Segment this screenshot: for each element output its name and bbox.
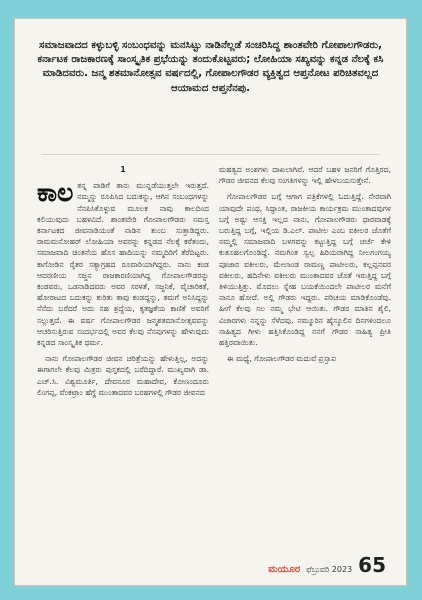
left-column [37,164,209,403]
dropcap: ಕಾಲ [37,178,74,208]
divider [41,154,380,155]
paragraph: ನಾನು ಗೋಪಾಲಗೌಡರ ಜೀವನ ಚರಿತ್ರೆಯನ್ನು ಹೇಳುತ್ತಿಲ್ಲ, ಅದನ್ನು ಈಗಾಗಲೇ ಕೆಲವು ಮಿತ್ರರು ಪುಸ್ತಕದಲ್ಲಿ ಬರೆದಿದ್ದಾರೆ. ಮುಖ್ಯವಾಗಿ ಡಾ. ಎಚ್.ಸಿ. ವಿಶ್ವಮೂರ್ತಿ, ದೇವನೂರ ಮಹಾದೇವ, ಕೋಣಂದೂರು ಲಿಂಗಪ್ಪ, ವೆಂಕಟ್ರಾಂ ಹೆಗ್ಡೆ ಮುಂತಾದವರ ಬರಹಗಳಲ್ಲಿ ಗೌಡರ ಜೀವನದ [37,354,209,397]
paragraph: ಈ ಮಧ್ಯೆ, ಗೋಪಾಲಗೌಡರ ಮದುವೆ ಪ್ರಸ್ತಾಪ [227,354,336,364]
paragraph-text: ತನ್ನ ಪಾಡಿಗೆ ತಾನು ಮುನ್ನಡೆಯುತ್ತಲೇ ಇರುತ್ತದೆ. ನಮ್ಮನ್ನು ರೂಪಿಸಿದ ಬದುಕನ್ನು, ಆಗಿನ ಸಂಬಂಧಗಳನ್ನು ನೆನಪಿಸಿಕೊಳ್ಳುವ ಮೂಲಕ ನಾವು ಕಾಲದಿಂದ ಕಲಿಯುವುದು ಬಹಳವಿದೆ. ಶಾಂತವೇರಿ ಗೋಪಾಲಗೌಡರು ಸಮಸ್ತ ಕರ್ನಾಟಕದ ಜೀವನಾಡಿಯಂತೆ ನಾಡಿನ ತುಂಬ ಸುತ್ತಾಡಿದ್ದರು. ರಾಮಮನೋಹರ್ ಲೋಹಿಯಾ ಅವರನ್ನು ಕನ್ನಡದ ನೆಲಕ್ಕೆ ಕರೆತಂದು, ಸಮಾಜವಾದಿ ಚಿಂತನೆಯ ಹೊಸ ಹಾದಿಯನ್ನು ನಮ್ಮದಿರಿಗೆ ತೆರೆದಿಟ್ಟರು. ಕಾಗೋಡಿನ ರೈತರ ಸತ್ಯಾಗ್ರಹದ ರೂವಾರಿಯಾಗಿದ್ದರು. ನಾನು ಕಂಡ ಆದರಣೀಯ ಸಜ್ಜನ ರಾಜಕಾರಣಿಯಾಗಿದ್ದ ಗೋಪಾಲಗೌಡರನ್ನು ಕಂಡವರು, ಒಡನಾಡಿದವರು ಅವರ ಸರಳತೆ, ಸಜ್ಜನಿಕೆ, ವೈಚಾರಿಕತೆ, ಹೋರಾಟದ ಬದುಕನ್ನು ಕುರಿತು ತಾವು ಕಂಡದ್ದನ್ನು, ತಮಗೆ ಅನಿಸಿದ್ದನ್ನು ನೆನೆದು ಬರೆದರೆ ಅದು ಸಹ ಶ್ರದ್ಧೆಯ, ಕೃತಜ್ಞತೆಯ ಕಾಣಿಕೆ ಅವರಿಗೆ ಸಲ್ಲುತ್ತದೆ. ಈ ವರ್ಷ ಗೋಪಾಲಗೌಡರ ಜನ್ಮಶತಮಾನೋತ್ಸವವನ್ನು ಆಚರಿಸುತ್ತಿರುವ ಸಂದರ್ಭದಲ್ಲಿ ಅವರ ಕೆಲವು ನೆನಪುಗಳನ್ನು ಹೇಳುವುದು ಕನ್ನಡದ ಸಾಂಸ್ಕೃತಿಕ ಧರ್ಮ. [37,181,209,348]
page-frame [14,18,407,586]
issue-date: ಫೆಬ್ರುವರಿ 2023 [306,565,353,574]
section-number: 1 [120,165,126,174]
page-number: 65 [358,553,386,577]
paragraph [37,180,209,348]
intro-summary: ಸಮಾಜವಾದದ ಕಳ್ಳುಬಳ್ಳಿ ಸಂಬಂಧವನ್ನು ಮನಸಿಟ್ಟು ನಾಡಿನೆಲ್ಲಡೆ ಸಂಚರಿಸಿದ್ದ ಶಾಂತವೇರಿ ಗೋಪಾಲಗೌಡರು, ಕರ್ನಾಟಕ ರಾಜಕಾರಣಕ್ಕೆ ಸಾಂಸ್ಕೃತಿಕ ಪ್ರಭೆಯನ್ನು ತಂದುಕೊಟ್ಟವರು; ಲೋಹಿಯಾ ಸಖ್ಯವನ್ನು ಕನ್ನಡ ನೆಲಕ್ಕೆ ಕಸಿ ಮಾಡಿದವರು. ಜನ್ಮ ಶತಮಾನೋತ್ಸವ ವರ್ಷದಲ್ಲಿ, ಗೋಪಾಲಗೌಡರ ವ್ಯಕ್ತಿತ್ವದ ಆಪ್ತನೋಟ ಪರಿಚಿತವಲ್ಲದ ಆಯಾಮದ ಆಪ್ತನೆನಪು. [37,40,384,94]
magazine-name: ಮಯೂರ [268,564,301,575]
paragraph: ಮಹತ್ವದ ಅಂಶಗಳು ದಾಖಲಾಗಿವೆ. ಆದರೆ ಬಹಳ ಜನರಿಗೆ ಗೊತ್ತಿರದ, ಗೌಡರ ಜೀವನದ ಕೆಲವು ಸಂಗತಿಗಳನ್ನು ಇಲ್ಲಿ ಹೇಳಬಯಸುತ್ತೇನೆ. [219,165,391,186]
right-column [219,164,391,369]
page-footer [268,553,386,577]
paragraph: ಗೋಪಾಲಗೌಡರ ಬಗ್ಗೆ ಆಗಾಗ ಪತ್ರಿಕೆಗಳಲ್ಲಿ ಓದುತ್ತಿದ್ದೆ. ನೇರವಾಗಿ ಯಾವುದೇ ಪಂಥ, ಸಿದ್ಧಾಂತ, ರಾಜಕೀಯ ಕಾರ್ಯಕ್ರಮ ಮುಂತಾದವುಗಳ ಬಗ್ಗೆ ಅಷ್ಟು ಆಸಕ್ತಿ ಇಲ್ಲದ ನಾನು, ಗೋಪಾಲಗೌಡರು ಧಾರವಾಡಕ್ಕೆ ಬರುತ್ತಿದ್ದ ಬಗ್ಗೆ, ಇಲ್ಲಿಯ ಡಿ.ಎಲ್. ಪಾಟೀಲ ಎಂಬ ವಕೀಲರ ಜೊತೆಗೆ ನಮ್ಮಲ್ಲಿ ಸಮಾಜವಾದಿ ಬಳಗವನ್ನು ಕಟ್ಟುತ್ತಿದ್ದ ಬಗ್ಗೆ ಚರ್ಚೆ ಕೇಳಿ ಕುತೂಹಲಗೊಂಡಿದ್ದೆ. ನಮಗಿಂತ ಸ್ವಲ್ಪ ಹಿರಿಯರಾಗಿದ್ದ ನೀಲಗಂಗಯ್ಯ ಪೂಜಾರ ವಕೀಲರು, ಮೇಲಾಂಡ ರಾಮಣ್ಣ ಪಾಟೀಲರು, ಕಲ್ಲಪ್ಪನವರ ವಕೀಲರು, ಹದಿನೇಳು ವಕೀಲರು ಮುಂತಾದವರ ಜೊತೆ ಇರುತ್ತಿದ್ದ ಬಗ್ಗೆ ತಿಳಿಯುತ್ತಿತ್ತು. ಮೊದಲು ಸ್ನೇಹ ಬಯಕೆಯಿಂದಲೇ ಪಾಟೀಲರ ಮನೆಗೆ ನಾನೂ ಹೋದೆ. ಅಲ್ಲಿ ಗೌಡರು ಇದ್ದರು. ಪರಿಚಯ ಮಾಡಿಕೊಂಡೆವು. ಹೀಗೆ ಕೆಲವು ಸಲ ನಮ್ಮ ಭೇಟಿ ಆಯಿತು. ಗೌಡರ ಮಾತಿನ ಶೈಲಿ, ವಿಚಾರಗಳು ನನ್ನನ್ನು ಸೆಳೆದವು. ನಮ್ಮೂರಿನ ಹೈಸ್ಕೂಲಿನ ದಿನಗಳಿಂದಲೂ ಸಾಹಿತ್ಯದ ಗೀಳು ಹತ್ತಿಸಿಕೊಂಡಿದ್ದ ನನಗೆ ಗೌಡರ ಸಾಹಿತ್ಯ ಪ್ರೀತಿ ಹತ್ತಿರವಾಯಿತು. [219,192,391,348]
